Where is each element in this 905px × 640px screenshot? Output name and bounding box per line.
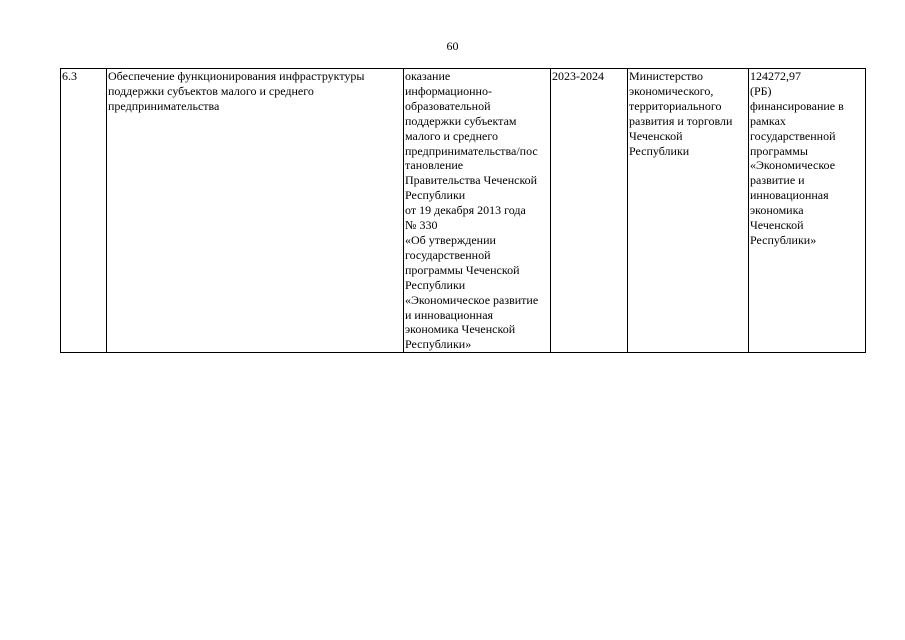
table-row [61, 69, 866, 353]
legal-basis-cell: оказание информационно- образовательной поддержки субъектам малого и среднего предпринимательства/пос тановление Правительства Чеченской Республики от 19 декабря 2013 года № 330 «Об утверждении государственной программы Чеченской Республики «Экономическое развитие и инновационная экономика Чеченской Республики» [404, 69, 551, 353]
period-cell: 2023-2024 [551, 69, 628, 353]
row-number-cell: 6.3 [61, 69, 107, 353]
event-name-cell: Обеспечение функционирования инфраструктуры поддержки субъектов малого и среднего предпринимательства [107, 69, 404, 353]
page-number: 60 [446, 39, 459, 53]
funding-cell: 124272,97 (РБ) финансирование в рамках государственной программы «Экономическое развитие и инновационная экономика Чеченской Республики» [749, 69, 866, 353]
executor-cell: Министерство экономического, территориального развития и торговли Чеченской Республики [628, 69, 749, 353]
measures-table [60, 68, 866, 353]
